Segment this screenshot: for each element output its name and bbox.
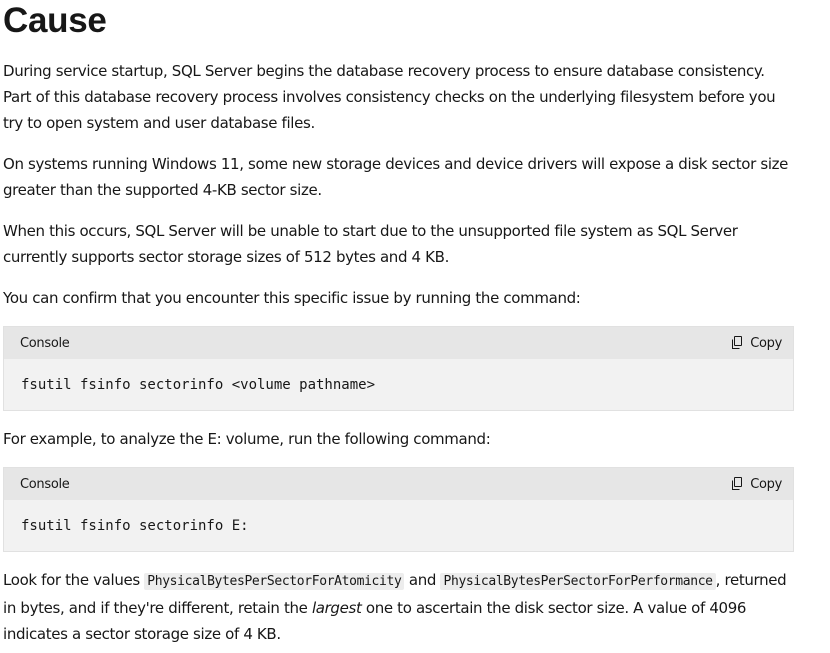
- text-segment: Look for the values: [3, 571, 145, 589]
- text-segment: one to ascertain the disk sector size. A value of 4096 indicates a sector storage size of 4 KB.: [3, 599, 747, 643]
- copy-icon: [730, 336, 744, 350]
- paragraph-startup: During service startup, SQL Server begins the database recovery process to ensure database consistency. Part of this database recovery process involves consistency checks on the underlying filesystem before you try to open system and user database files.: [3, 62, 776, 132]
- code-language-label: Console: [20, 335, 70, 351]
- copy-label: Copy: [750, 476, 782, 492]
- code-language-label: Console: [20, 476, 70, 492]
- section-heading: Cause: [3, 1, 107, 40]
- code-content[interactable]: fsutil fsinfo sectorinfo E:: [21, 517, 249, 534]
- code-block: [3, 467, 794, 552]
- paragraph-windows11: On systems running Windows 11, some new storage devices and device drivers will expose a disk sector size greater than the supported 4-KB sector size.: [3, 155, 789, 199]
- paragraph-unsupported: When this occurs, SQL Server will be unable to start due to the unsupported file system as SQL Server currently supports sector storage sizes of 512 bytes and 4 KB.: [3, 222, 738, 266]
- inline-code-atomicity: PhysicalBytesPerSectorForAtomicity: [144, 573, 404, 590]
- code-block-header: [4, 327, 793, 359]
- code-block: [3, 326, 794, 411]
- code-content[interactable]: fsutil fsinfo sectorinfo <volume pathname>: [21, 376, 376, 393]
- copy-label: Copy: [750, 335, 782, 351]
- copy-button[interactable]: [730, 336, 782, 351]
- copy-button[interactable]: [730, 477, 782, 492]
- copy-icon: [730, 477, 744, 491]
- paragraph-look-for-values: [3, 567, 796, 647]
- inline-code-performance: PhysicalBytesPerSectorForPerformance: [440, 573, 715, 590]
- code-block-header: [4, 468, 793, 500]
- text-segment: , returned in bytes, and if they're different, retain the: [3, 571, 787, 617]
- paragraph-example: For example, to analyze the E: volume, run the following command:: [3, 430, 491, 448]
- text-segment: and: [404, 571, 441, 589]
- paragraph-confirm: You can confirm that you encounter this specific issue by running the command:: [3, 289, 581, 307]
- emphasis-largest: largest: [311, 599, 362, 617]
